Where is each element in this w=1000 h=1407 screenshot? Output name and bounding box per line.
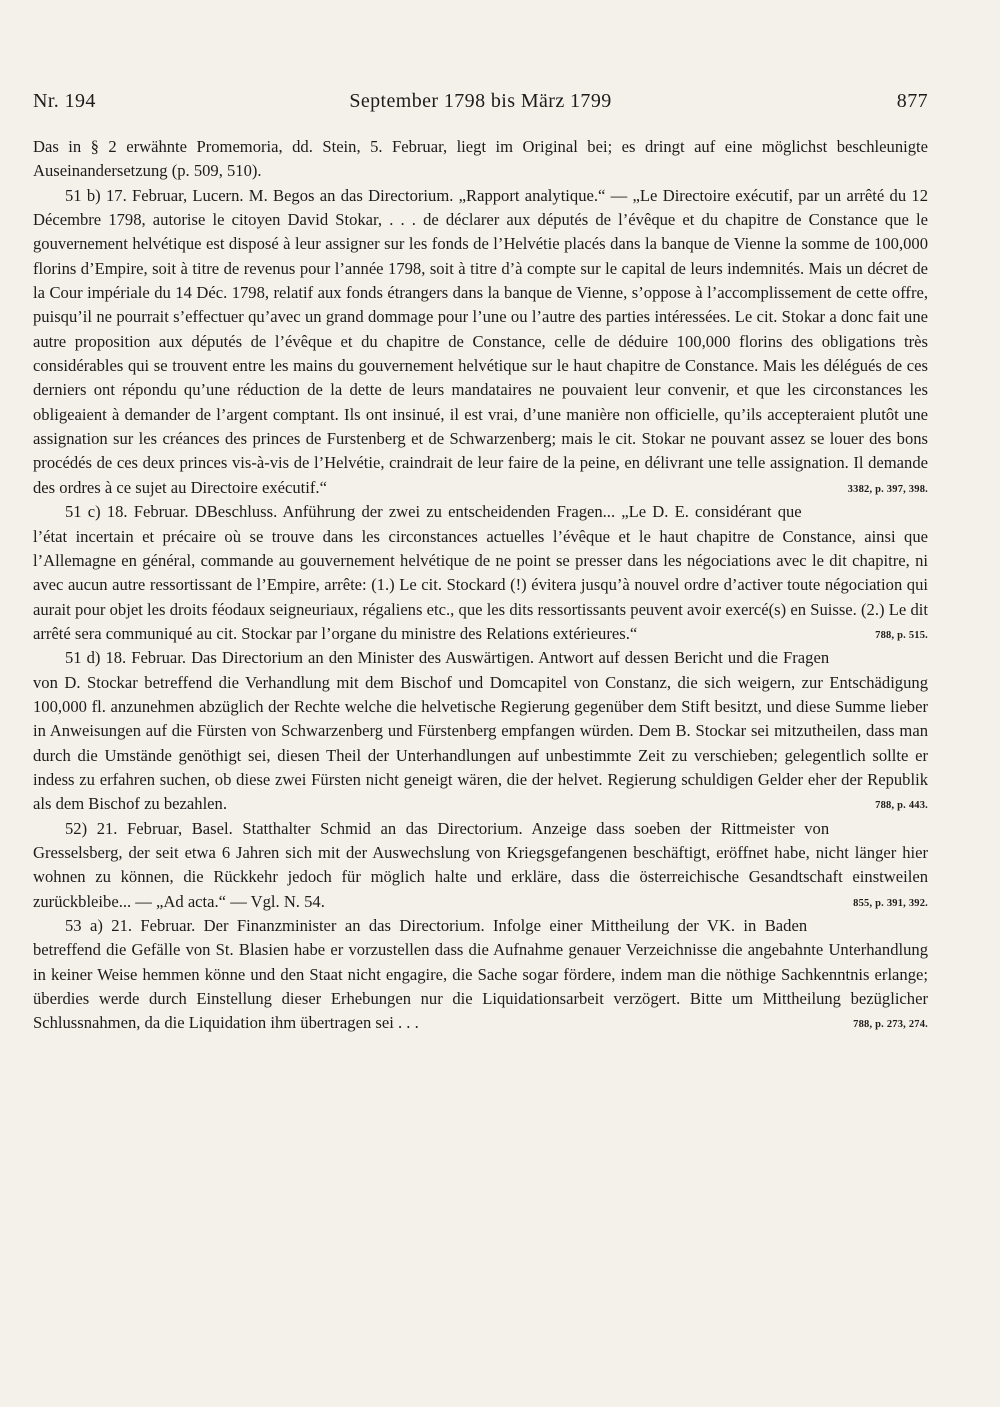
source-reference: 3382, p. 397, 398.: [847, 483, 928, 495]
source-reference: 788, p. 273, 274.: [853, 1019, 928, 1031]
running-title: September 1798 bis März 1799: [349, 90, 612, 112]
paragraph-text: 51 b) 17. Februar, Lucern. M. Begos an das Directorium. „Rapport analytique.“ — „Le Directoire exécutif, par un arrêté du 12 Décembre 1798, autorise le citoyen David Stokar, . . . de déclarer aux députés de l’évêque et du chapitre de Constance que le gouvernement helvétique est disposé à leur assigner sur les fonds de l’Helvétie placés dans la banque de Vienne la somme de 100,000 florins d’Empire, soit à titre de revenus pour l’année 1798, soit à titre d’à compte sur le capital de leurs indemnités. Mais un décret de la Cour impériale du 14 Déc. 1798, relatif aux fonds étrangers dans la banque de Vienne, s’oppose à l’accomplissement de cette offre, puisqu’il ne pourrait s’effectuer qu’avec un grand dommage pour l’une ou l’autre des parties intéressées. Le cit. Stokar a donc fait une autre proposition aux députés de l’évêque et du chapitre de Constance, celle de déduire 100,000 florins des obligations très considérables qui se trouvent entre les mains du gouvernement helvétique sur le haut chapitre de Constance. Mais les délégués de ces derniers ont répondu qu’une réduction de la dette de leurs mandataires ne pouvaient leur convenir, et que les circonstances les obligeaient à demander de l’argent comptant. Ils ont insinué, il est vrai, d’une manière non officielle, qu’ils accepteraient plutôt une assignation sur les créances des princes de Furstenberg et de Schwarzenberg; mais le cit. Stokar ne pouvant assez se louer des bons procédés de ces deux princes vis-à-vis de l’Helvétie, craindrait de leur faire de la peine, en délivrant une telle assignation. Il demande des ordres à ce sujet au Directoire exécutif.“: [33, 185, 928, 497]
source-reference: 788, p. 515.: [875, 629, 928, 641]
paragraph-text: Das in § 2 erwähnte Promemoria, dd. Stein, 5. Februar, liegt im Original bei; es dringt auf eine möglichst beschleunigte Auseinandersetzung (p. 509, 510).: [33, 137, 928, 181]
paragraph-text: 53 a) 21. Februar. Der Finanzminister an das Directorium. Infolge einer Mittheilung der VK. in Baden betreffend die Gefälle von St. Blasien habe er vorzustellen dass die Aufnahme genauer Verzeichnisse die angebahnte Unterhandlung in keiner Weise hemmen könne und den Staat nicht engagire, die Sache sogar fördere, indem man die nöthige Sachkenntnis erlange; überdies werde durch Einstellung dieser Erhebungen nur die Liquidationsarbeit verzögert. Bitte um Mittheilung bezüglicher Schlussnahmen, da die Liquidation ihm übertragen sei . . .: [33, 916, 928, 1033]
entry-53a: [33, 914, 928, 1036]
paragraph-text: 51 d) 18. Februar. Das Directorium an den Minister des Auswärtigen. Antwort auf dessen Bericht und die Fragen von D. Stockar betreffend die Verhandlung mit dem Bischof und Domcapitel von Constanz, die sich weigern, zur Entschädigung 100,000 fl. anzunehmen abzüglich der Rechte welche die helvetische Regierung gegenüber dem Stift besitzt, und diese Summe lieber in Anweisungen auf die Fürsten von Schwarzenberg und Fürstenberg empfangen würden. Dem B. Stockar sei mitzutheilen, dass man durch die Umstände genöthigt sei, diesen Theil der Unterhandlungen auf unbestimmte Zeit zu verschieben; gelegentlich sollte er indess zu erfahren suchen, ob diese zwei Fürsten nicht geneigt wären, die der helvet. Regierung schuldigen Gelder eher der Republik als dem Bischof zu bezahlen.: [33, 648, 928, 814]
paragraph-intro: [33, 135, 928, 184]
entry-51c: [33, 500, 928, 646]
page-header: [33, 90, 928, 120]
document-number: Nr. 194: [33, 90, 96, 112]
entry-51d: [33, 646, 928, 816]
source-reference: 855, p. 391, 392.: [853, 897, 928, 909]
entry-51b: [33, 184, 928, 500]
page-number: 877: [896, 90, 928, 112]
document-body: [33, 135, 928, 1038]
entry-52: [33, 817, 928, 914]
paragraph-text: 52) 21. Februar, Basel. Statthalter Schmid an das Directorium. Anzeige dass soeben der Rittmeister von Gresselsberg, der seit etwa 6 Jahren sich mit der Auswechslung von Kriegsgefangenen beschäftigt, eröffnet habe, nicht länger hier wohnen zu können, die Rückkehr jedoch für möglich halte und erkläre, dass die österreichische Gesandtschaft einstweilen zurückbleibe... — „Ad acta.“ — Vgl. N. 54.: [33, 818, 928, 911]
paragraph-text: 51 c) 18. Februar. DBeschluss. Anführung der zwei zu entscheidenden Fragen... „Le D. E. considérant que l’état incertain et précaire où se trouve dans les circonstances actuelles l’évêque et le haut chapitre de Constance, ainsi que l’Allemagne en général, commande au gouvernement helvétique de ne point se presser dans les négociations avec le dit chapitre, ni avec aucun autre ressortissant de l’Empire, arrête: (1.) Le cit. Stockard (!) évitera jusqu’à nouvel ordre d’activer toute négociation qui aurait pour objet les droits féodaux seigneuriaux, régaliens etc., que les dits ressortissants peuvent avoir exercé(s) en Suisse. (2.) Le dit arrêté sera communiqué au cit. Stockar par l’organe du ministre des Relations extérieures.“: [33, 502, 928, 643]
source-reference: 788, p. 443.: [875, 800, 928, 812]
